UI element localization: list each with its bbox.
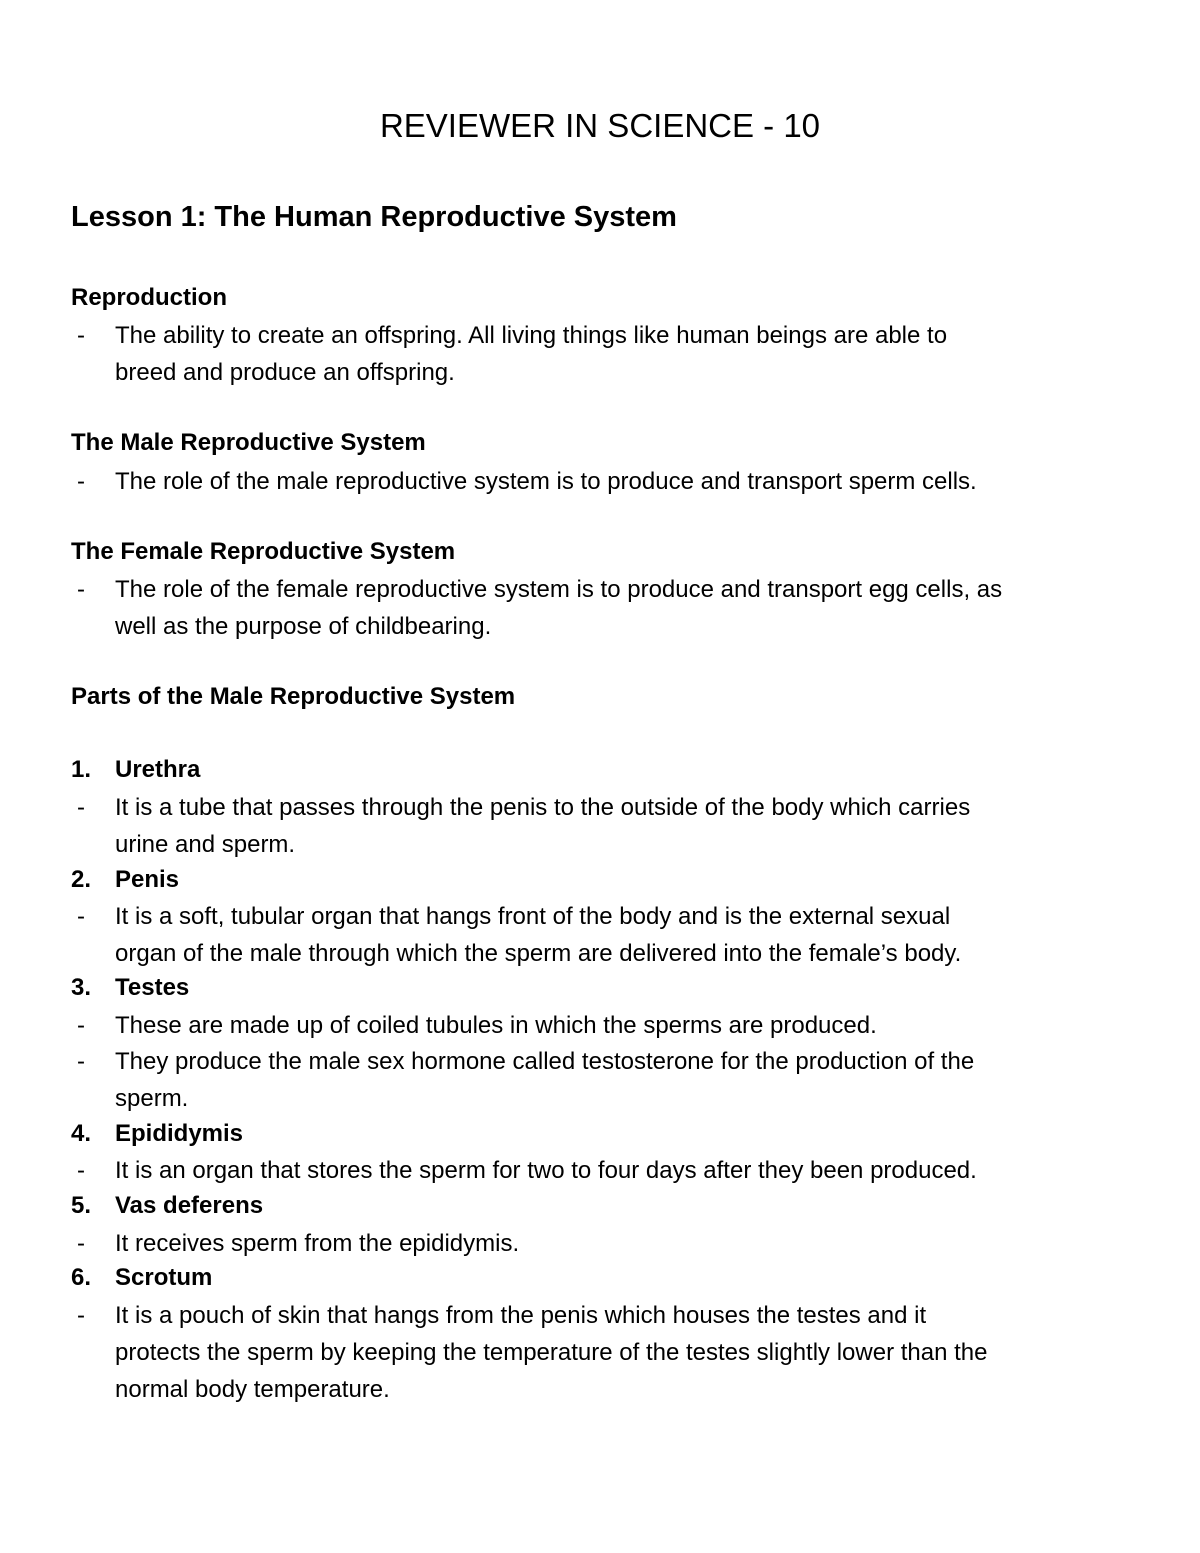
bullet-dash: - — [77, 794, 85, 821]
bullet-dash: - — [77, 576, 85, 603]
text-line: It receives sperm from the epididymis. — [115, 1230, 520, 1257]
bullet-text — [115, 1297, 1145, 1408]
part-number: 3. — [71, 974, 92, 1001]
text-line: It is a tube that passes through the penis to the outside of the body which carries — [115, 794, 971, 821]
bullet-text — [115, 1152, 1145, 1189]
text-line: protects the sperm by keeping the temperature of the testes slightly lower than the — [115, 1339, 988, 1366]
part-name: Penis — [115, 866, 180, 893]
text-line: It is a pouch of skin that hangs from the penis which houses the testes and it — [115, 1302, 927, 1329]
document-title: REVIEWER IN SCIENCE - 10 — [379, 107, 821, 144]
section-heading-female-system: The Female Reproductive System — [71, 538, 456, 565]
bullet-text — [115, 317, 1145, 391]
text-line: well as the purpose of childbearing. — [115, 613, 492, 640]
bullet-dash: - — [77, 1157, 85, 1184]
text-line: These are made up of coiled tubules in which the sperms are produced. — [115, 1012, 877, 1039]
part-name: Scrotum — [115, 1264, 213, 1291]
part-number: 6. — [71, 1264, 92, 1291]
text-line: organ of the male through which the sperm are delivered into the female’s body. — [115, 940, 962, 967]
lesson-title: Lesson 1: The Human Reproductive System — [71, 201, 677, 233]
bullet-dash: - — [77, 468, 85, 495]
bullet-text — [115, 1007, 1145, 1044]
text-line: urine and sperm. — [115, 831, 296, 858]
bullet-text — [115, 463, 1145, 500]
section-heading-parts: Parts of the Male Reproductive System — [71, 683, 516, 710]
text-line: breed and produce an offspring. — [115, 359, 455, 386]
section-heading-male-system: The Male Reproductive System — [71, 429, 426, 456]
bullet-text — [115, 571, 1145, 645]
part-number: 4. — [71, 1120, 92, 1147]
text-line: It is a soft, tubular organ that hangs front of the body and is the external sexual — [115, 903, 951, 930]
bullet-dash: - — [77, 903, 85, 930]
text-line: normal body temperature. — [115, 1376, 390, 1403]
bullet-text — [115, 898, 1145, 972]
text-line: They produce the male sex hormone called testosterone for the production of the — [115, 1048, 975, 1075]
bullet-text — [115, 1225, 1145, 1262]
part-name: Urethra — [115, 756, 201, 783]
text-line: The role of the female reproductive system is to produce and transport egg cells, as — [115, 576, 1003, 603]
part-number: 5. — [71, 1192, 92, 1219]
bullet-dash: - — [77, 322, 85, 349]
bullet-text — [115, 1043, 1145, 1117]
part-name: Vas deferens — [115, 1192, 264, 1219]
part-name: Testes — [115, 974, 190, 1001]
section-heading-reproduction: Reproduction — [71, 284, 227, 311]
bullet-dash: - — [77, 1012, 85, 1039]
bullet-dash: - — [77, 1048, 85, 1075]
text-line: The ability to create an offspring. All living things like human beings are able to — [115, 322, 948, 349]
part-name: Epididymis — [115, 1120, 244, 1147]
text-line: It is an organ that stores the sperm for two to four days after they been produced. — [115, 1157, 977, 1184]
part-number: 1. — [71, 756, 92, 783]
text-line: sperm. — [115, 1085, 189, 1112]
bullet-text — [115, 789, 1145, 863]
text-line: The role of the male reproductive system is to produce and transport sperm cells. — [115, 468, 977, 495]
part-number: 2. — [71, 866, 92, 893]
bullet-dash: - — [77, 1302, 85, 1329]
bullet-dash: - — [77, 1230, 85, 1257]
